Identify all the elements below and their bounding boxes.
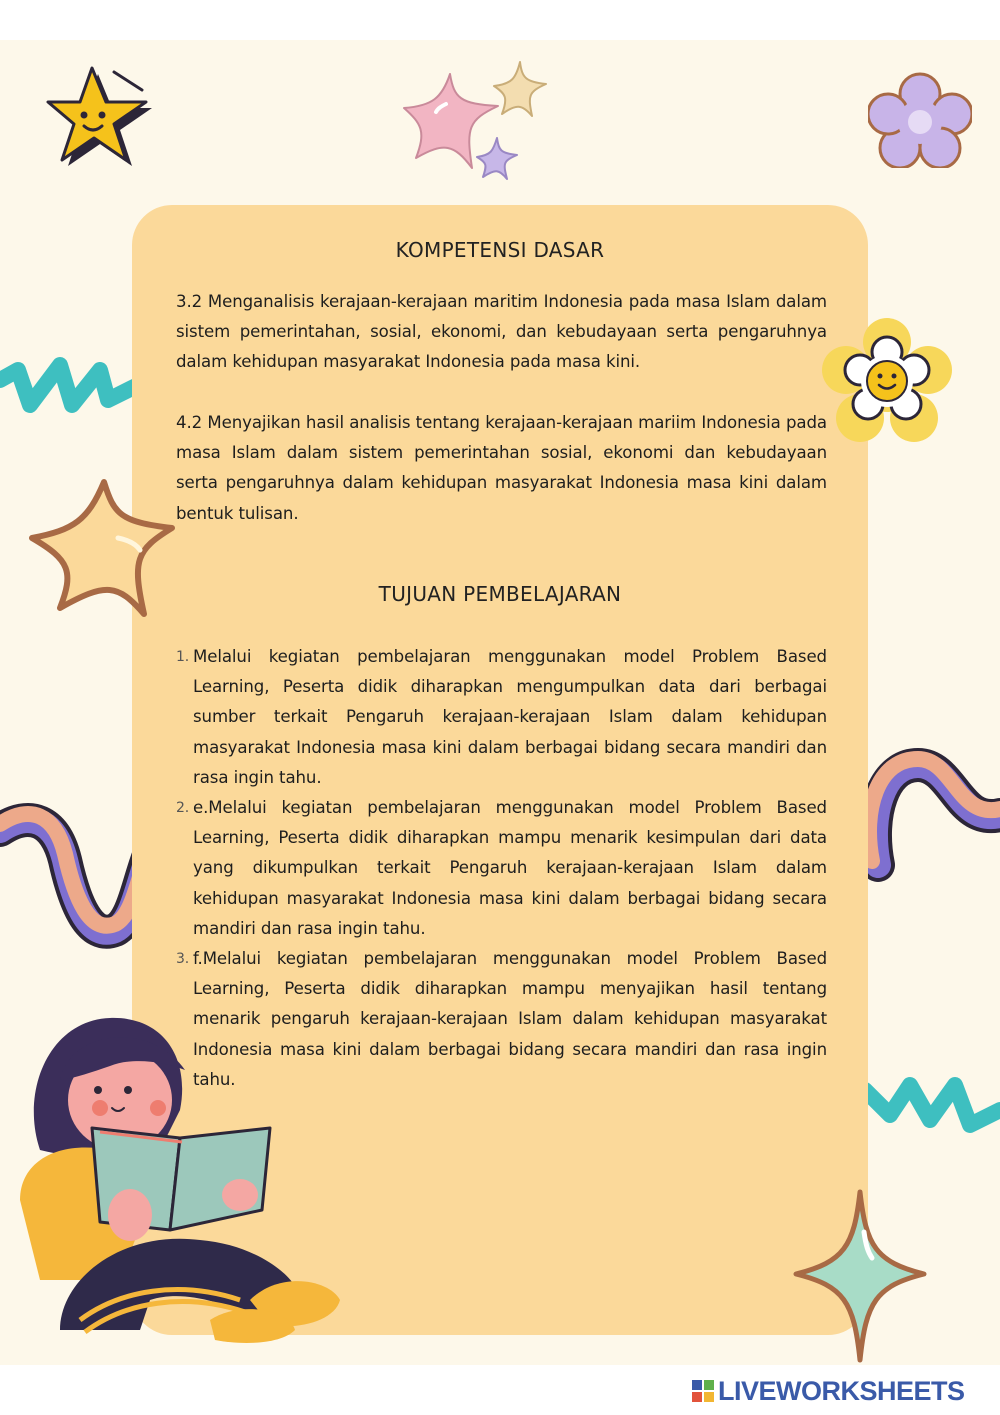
list-item — [176, 642, 827, 793]
kd-paragraph-4-2: 4.2 Menyajikan hasil analisis tentang kerajaan-kerajaan mariim Indonesia pada masa Islam dalam sistem pemerintahan sosial, ekonomi dan kebudayaan serta pengaruhnya dalam kehidupan masyarakat Indonesia masa kini dalam bentuk tulisan. — [176, 413, 827, 523]
small-purple-star-icon — [473, 135, 521, 183]
list-number: 3. — [176, 951, 190, 968]
list-item-text: Melalui kegiatan pembelajaran menggunakan model Problem Based Learning, Peserta didik diharapkan mengumpulkan data dari berbagai sumber terkait Pengaruh kerajaan-kerajaan Islam dalam kehidupan masyarakat Indonesia masa kini dalam berbagai bidang secara mandiri dan rasa ingin tahu. — [193, 647, 827, 787]
tujuan-pembelajaran-heading: TUJUAN PEMBELAJARAN — [378, 582, 622, 606]
kompetensi-dasar-heading: KOMPETENSI DASAR — [395, 238, 605, 262]
list-item-text: e.Melalui kegiatan pembelajaran menggunakan model Problem Based Learning, Peserta didik diharapkan mampu menarik kesimpulan dari data yang dikumpulkan terkait Pengaruh kerajaan-kerajaan Islam dalam kehidupan masyarakat Indonesia masa kini dalam berbagai bidang secara mandiri dan rasa ingin tahu. — [193, 798, 827, 938]
girl-reading-illustration — [0, 1000, 360, 1350]
liveworksheets-logo-icon — [692, 1380, 714, 1402]
liveworksheets-logo-text: LIVEWORKSHEETS — [718, 1375, 965, 1406]
outline-star-icon — [24, 474, 180, 624]
list-item-text: f.Melalui kegiatan pembelajaran menggunakan model Problem Based Learning, Peserta didik diharapkan mampu menyajikan hasil tentang menarik pengaruh kerajaan-kerajaan Islam dalam kehidupan masyarakat Indonesia masa kini dalam berbagai bidang secara mandiri dan rasa ingin tahu. — [193, 949, 827, 1089]
kd-paragraph-3-2: 3.2 Menganalisis kerajaan-kerajaan maritim Indonesia pada masa Islam dalam sistem pemerintahan, sosial, ekonomi, dan kebudayaan serta pengaruhnya dalam kehidupan masyarakat Indonesia pada masa kini. — [176, 292, 827, 372]
zigzag-teal-left — [0, 350, 140, 430]
list-number: 2. — [176, 800, 190, 817]
list-item — [176, 793, 827, 944]
beige-star-icon — [488, 58, 552, 122]
zigzag-teal-right — [860, 1070, 1000, 1150]
smiley-flower-icon — [820, 318, 954, 450]
list-number: 1. — [176, 649, 190, 665]
mint-sparkle-icon — [790, 1186, 930, 1366]
wave-stripe-right — [858, 735, 1000, 885]
smiley-star-icon — [42, 60, 162, 180]
purple-flower-icon — [868, 72, 972, 168]
liveworksheets-logo[interactable] — [692, 1376, 965, 1406]
